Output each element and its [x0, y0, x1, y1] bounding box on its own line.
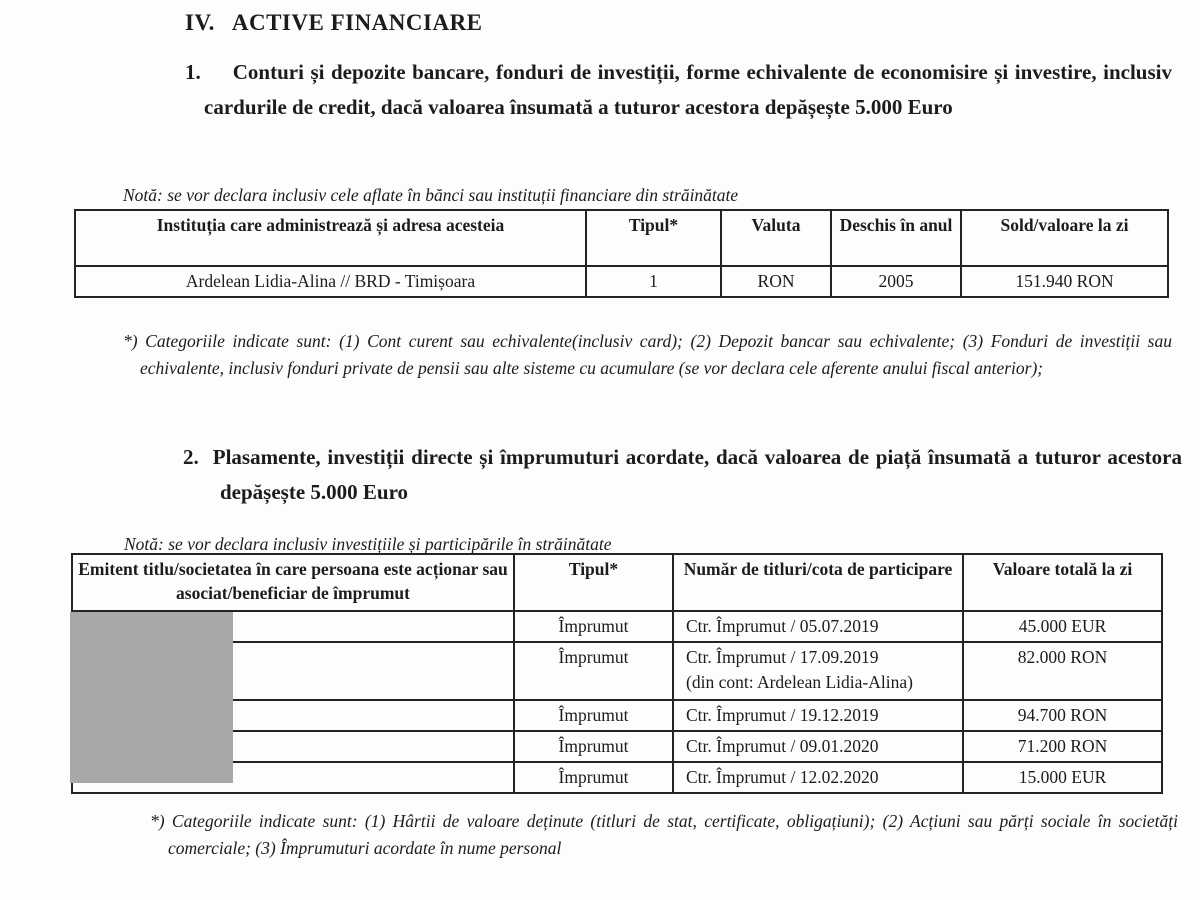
table-conturi-depozite [74, 209, 1169, 298]
table-header-row [75, 210, 1168, 266]
section-heading [185, 10, 483, 36]
table-plasamente-imprumuturi [71, 553, 1163, 794]
column-header-valoare: Valoare totală la zi [963, 554, 1162, 611]
cell-tip: Împrumut [514, 731, 673, 762]
note-1: Notă: se vor declara inclusiv cele aflate în bănci sau instituții financiare din străinătate [123, 185, 739, 205]
table-row [72, 700, 1162, 731]
table-row [72, 642, 1162, 700]
table-row [72, 731, 1162, 762]
column-header-institutie: Instituția care administrează și adresa acesteia [75, 210, 586, 266]
footnote-2: *) Categoriile indicate sunt: (1) Hârtii de valoare deținute (titluri de stat, certificate, obligațiuni); (2) Acțiuni sau părți sociale în societăți comerciale; (3) Împrumuturi acordate în nume personal [150, 811, 1178, 858]
cell-contract: Ctr. Împrumut / 19.12.2019 [673, 700, 963, 731]
cell-contract [673, 642, 963, 700]
column-header-numar-titluri: Număr de titluri/cota de participare [673, 554, 963, 611]
cell-tip: Împrumut [514, 700, 673, 731]
redacted-text-block [70, 612, 233, 783]
table-row [72, 762, 1162, 793]
table-row [75, 266, 1168, 297]
cell-contract: Ctr. Împrumut / 09.01.2020 [673, 731, 963, 762]
column-header-tipul: Tipul* [514, 554, 673, 611]
cell-valoare: 15.000 EUR [963, 762, 1162, 793]
cell-deschis: 2005 [831, 266, 961, 297]
cell-valoare: 94.700 RON [963, 700, 1162, 731]
cell-valuta: RON [721, 266, 831, 297]
cell-valoare: 82.000 RON [963, 642, 1162, 700]
column-header-valuta: Valuta [721, 210, 831, 266]
footnote-1: *) Categoriile indicate sunt: (1) Cont curent sau echivalente(inclusiv card); (2) Depozit bancar sau echivalente; (3) Fonduri de investiții sau echivalente, inclusiv fonduri private de pensii sau alte sisteme cu acumulare (se vor declara cele aferente anului fiscal anterior); [123, 331, 1172, 378]
cell-institutie: Ardelean Lidia-Alina // BRD - Timișoara [75, 266, 586, 297]
cell-tip: Împrumut [514, 762, 673, 793]
note-2: Notă: se vor declara inclusiv investițiile și participările în străinătate [124, 534, 612, 554]
item-1-text: Conturi și depozite bancare, fonduri de investiții, forme echivalente de economisire și investire, inclusiv cardurile de credit, dacă valoarea însumată a tuturor acestora depășește 5.000 Euro [204, 60, 1172, 119]
cell-tip: Împrumut [514, 642, 673, 700]
item-1-number: 1. [185, 60, 201, 84]
column-header-emitent: Emitent titlu/societatea în care persoana este acționar sau asociat/beneficiar de împrumut [72, 554, 514, 611]
column-header-deschis: Deschis în anul [831, 210, 961, 266]
cell-contract: Ctr. Împrumut / 05.07.2019 [673, 611, 963, 642]
contract-line-2: (din cont: Ardelean Lidia-Alina) [686, 672, 913, 692]
cell-contract: Ctr. Împrumut / 12.02.2020 [673, 762, 963, 793]
item-2-text: Plasamente, investiții directe și împrumuturi acordate, dacă valoarea de piață însumată a tuturor acestora depășește 5.000 Euro [212, 445, 1182, 504]
item-2-paragraph [183, 440, 1182, 510]
column-header-sold: Sold/valoare la zi [961, 210, 1168, 266]
contract-line-1: Ctr. Împrumut / 17.09.2019 [686, 647, 879, 667]
table-row [72, 611, 1162, 642]
cell-valoare: 71.200 RON [963, 731, 1162, 762]
cell-valoare: 45.000 EUR [963, 611, 1162, 642]
item-1-paragraph [185, 55, 1172, 125]
cell-sold: 151.940 RON [961, 266, 1168, 297]
item-2-number: 2. [183, 445, 199, 469]
cell-tip: Împrumut [514, 611, 673, 642]
section-title: ACTIVE FINANCIARE [231, 10, 483, 35]
cell-tipul: 1 [586, 266, 721, 297]
table-header-row [72, 554, 1162, 611]
section-number: IV. [185, 10, 215, 35]
column-header-tipul: Tipul* [586, 210, 721, 266]
